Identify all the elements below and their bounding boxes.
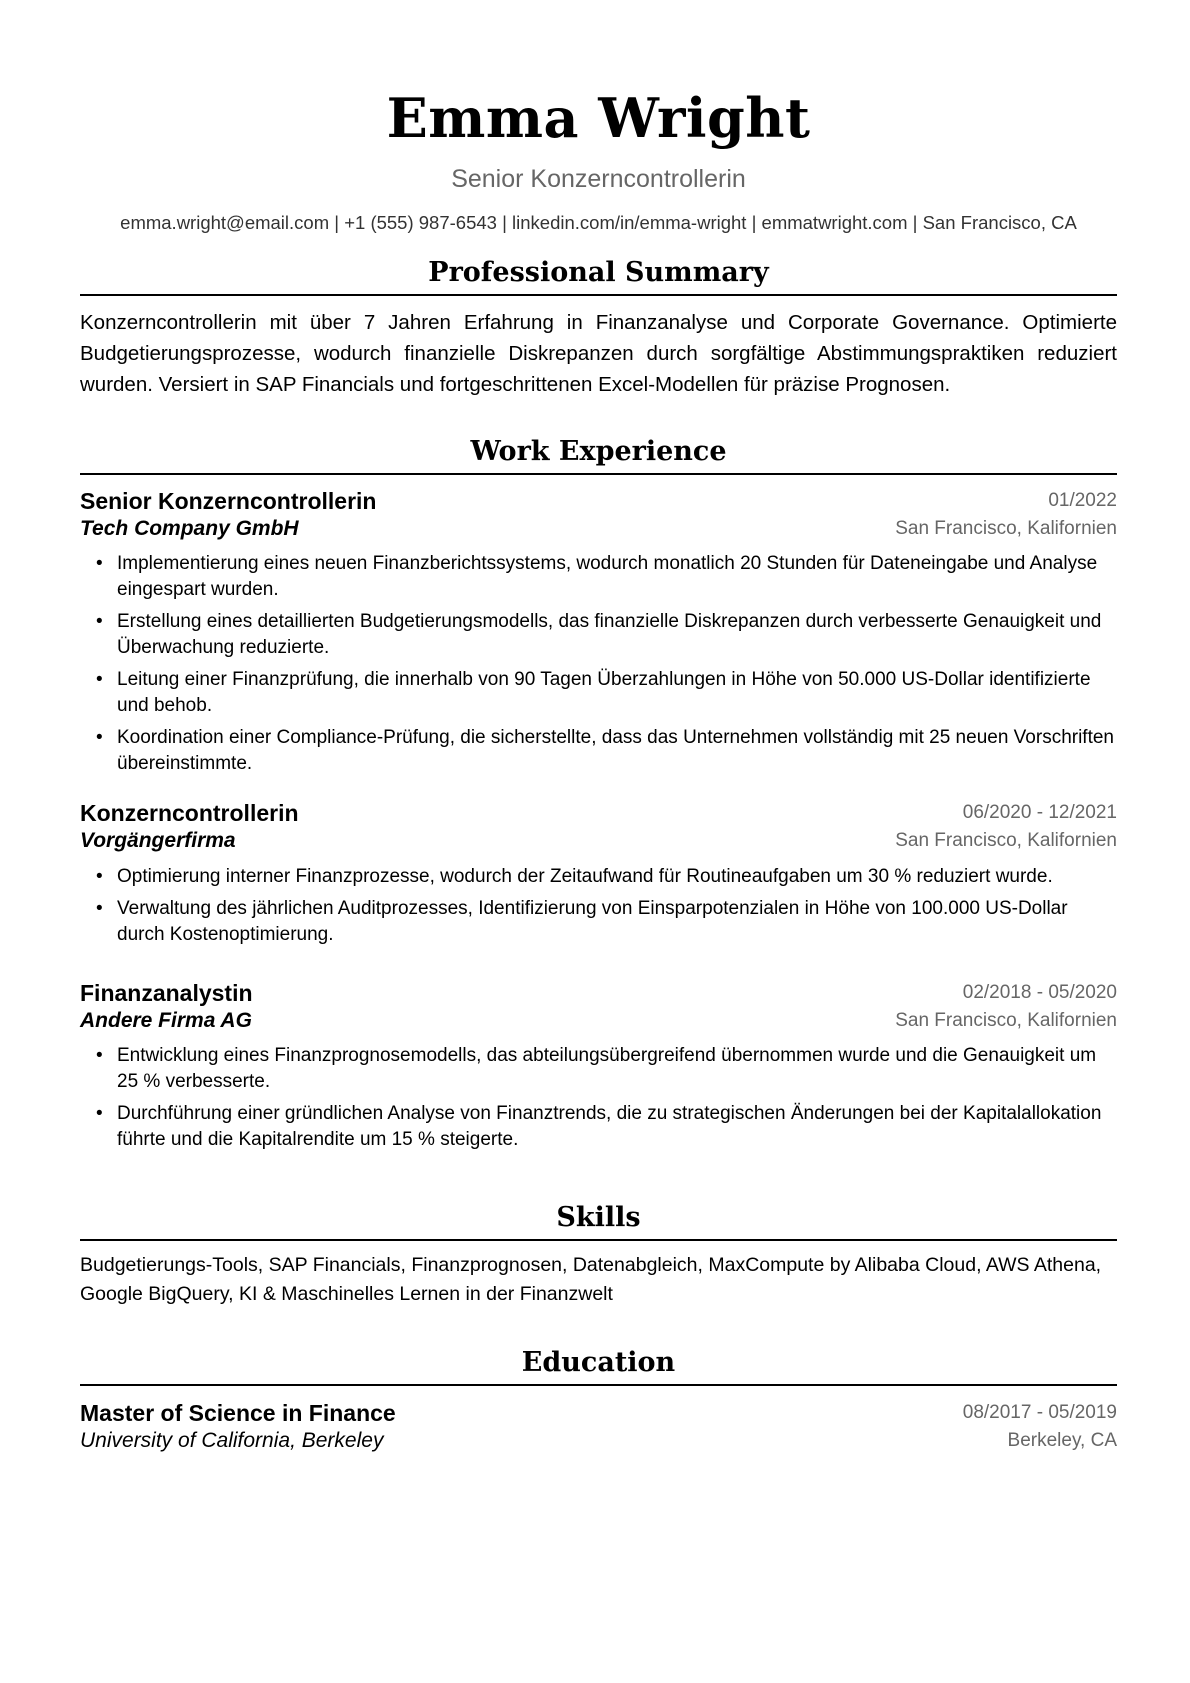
summary-text: Konzerncontrollerin mit über 7 Jahren Erfahrung in Finanzanalyse und Corporate Governance. Optimierte Budgetierungsprozesse, wodurch finanzielle Diskrepanzen durch sorgfältige Abstimmungspraktiken reduziert wurden. Versiert in SAP Financials und fortgeschrittenen Excel-Modellen für präzise Prognosen. [80, 311, 1117, 396]
job-title: Finanzanalystin [80, 980, 253, 1006]
summary-heading: Professional Summary [428, 257, 769, 288]
candidate-name: Emma Wright [386, 86, 811, 150]
job-company: Andere Firma AG [80, 1009, 252, 1032]
job-title: Senior Konzerncontrollerin [80, 488, 377, 514]
education-divider [80, 1384, 1117, 1386]
job-title: Konzerncontrollerin [80, 800, 299, 826]
skills-heading: Skills [556, 1202, 641, 1233]
job-dates: 01/2022 [1048, 490, 1117, 511]
candidate-title: Senior Konzerncontrollerin [451, 165, 746, 193]
job-company: Vorgängerfirma [80, 829, 236, 852]
job-company: Tech Company GmbH [80, 517, 299, 540]
skills-divider [80, 1239, 1117, 1241]
list-item: • Implementierung eines neuen Finanzberichtssystems, wodurch monatlich 20 Stunden für Dateneingabe und Analyse eingespart wurden. [80, 551, 1117, 603]
job-location: San Francisco, Kalifornien [895, 1010, 1117, 1031]
education-location: Berkeley, CA [1007, 1430, 1117, 1451]
job-location: San Francisco, Kalifornien [895, 830, 1117, 851]
contact-line: emma.wright@email.com | +1 (555) 987-6543 | linkedin.com/in/emma-wright | emmatwright.com | San Francisco, CA [120, 212, 1077, 233]
list-item: • Verwaltung des jährlichen Auditprozesses, Identifizierung von Einsparpotenzialen in Höhe von 100.000 US-Dollar durch Kostenoptimierung. [80, 896, 1117, 948]
list-item: • Koordination einer Compliance-Prüfung, die sicherstellte, dass das Unternehmen vollständig mit 25 neuen Vorschriften übereinstimmte. [80, 725, 1117, 777]
job-dates: 02/2018 - 05/2020 [962, 982, 1117, 1003]
skills-text: Budgetierungs-Tools, SAP Financials, Finanzprognosen, Datenabgleich, MaxCompute by Alibaba Cloud, AWS Athena, Google BigQuery, KI & Maschinelles Lernen in der Finanzwelt [80, 1254, 1102, 1305]
education-heading: Education [521, 1347, 676, 1378]
experience-heading: Work Experience [470, 436, 727, 467]
list-item: • Erstellung eines detaillierten Budgetierungsmodells, das finanzielle Diskrepanzen durch verbesserte Genauigkeit und Überwachung reduzierte. [80, 609, 1117, 661]
education-degree: Master of Science in Finance [80, 1400, 396, 1426]
education-school: University of California, Berkeley [80, 1429, 384, 1452]
list-item: • Leitung einer Finanzprüfung, die innerhalb von 90 Tagen Überzahlungen in Höhe von 50.000 US-Dollar identifizierte und behob. [80, 667, 1117, 719]
experience-divider [80, 473, 1117, 475]
list-item: • Entwicklung eines Finanzprognosemodells, das abteilungsübergreifend übernommen wurde und die Genauigkeit um 25 % verbesserte. [80, 1043, 1117, 1095]
job-bullets [80, 864, 1117, 954]
list-item: • Durchführung einer gründlichen Analyse von Finanztrends, die zu strategischen Änderungen bei der Kapitalallokation führte und die Kapitalrendite um 15 % steigerte. [80, 1101, 1117, 1153]
job-dates: 06/2020 - 12/2021 [962, 802, 1117, 823]
list-item: • Optimierung interner Finanzprozesse, wodurch der Zeitaufwand für Routineaufgaben um 30 % reduziert wurde. [80, 864, 1117, 890]
job-bullets [80, 1043, 1117, 1159]
job-location: San Francisco, Kalifornien [895, 518, 1117, 539]
summary-divider [80, 294, 1117, 296]
job-bullets [80, 551, 1117, 783]
education-dates: 08/2017 - 05/2019 [962, 1402, 1117, 1423]
